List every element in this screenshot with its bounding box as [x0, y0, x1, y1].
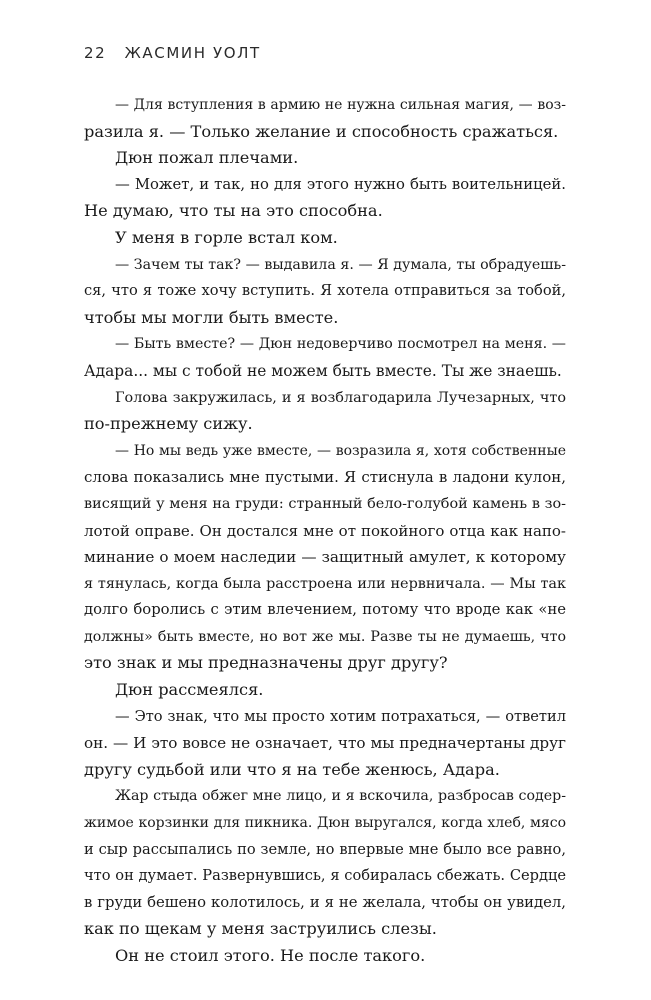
- text-line: и сыр рассыпались по земле, но впервые мне было все равно,: [84, 840, 566, 858]
- text-line: Дюн пожал плечами.: [115, 148, 299, 168]
- text-line: — Но мы ведь уже вместе, — возразила я, хотя собственные: [115, 442, 566, 459]
- text-line: минание о моем наследии — защитный амулет, к которому: [84, 548, 566, 567]
- text-line: Он не стоил этого. Не после такого.: [115, 946, 426, 965]
- text-line: он. — И это вовсе не означает, что мы предначертаны друг: [84, 734, 566, 753]
- text-line: Не думаю, что ты на это способна.: [84, 201, 383, 221]
- text-line: висящий у меня на груди: странный бело-голубой камень в зо-: [84, 495, 566, 512]
- page-number: 22: [84, 44, 107, 62]
- text-line: разила я. — Только желание и способность сражаться.: [84, 121, 559, 141]
- text-line: в груди бешено колотилось, и я не желала, чтобы он увидел,: [84, 893, 566, 911]
- text-line: я тянулась, когда была расстроена или нервничала. — Мы так: [84, 575, 566, 592]
- text-line: что он думает. Развернувшись, я собиралась сбежать. Сердце: [84, 867, 566, 885]
- text-line: долго боролись с этим влечением, потому что вроде как «не: [84, 601, 566, 619]
- text-line: слова показались мне пустыми. Я стиснула в ладони кулон,: [84, 468, 566, 487]
- body-text: [84, 92, 566, 970]
- text-line: чтобы мы могли быть вместе.: [84, 307, 339, 327]
- text-line: Дюн рассмеялся.: [115, 680, 264, 700]
- text-line: ся, что я тоже хочу вступить. Я хотела отправиться за тобой,: [84, 282, 566, 300]
- text-line: как по щекам у меня заструились слезы.: [84, 919, 437, 939]
- text-line: другу судьбой или что я на тебе женюсь, Адара.: [84, 759, 500, 779]
- text-line: это знак и мы предназначены друг другу?: [84, 653, 448, 673]
- text-line: — Для вступления в армию не нужна сильная магия, — воз-: [115, 97, 566, 113]
- text-line: — Зачем ты так? — выдавила я. — Я думала, ты обрадуешь-: [115, 256, 566, 273]
- running-header: [84, 44, 261, 62]
- text-line: жимое корзинки для пикника. Дюн выругался, когда хлеб, мясо: [84, 815, 566, 832]
- text-line: должны» быть вместе, но вот же мы. Разве ты не думаешь, что: [84, 628, 566, 645]
- text-line: — Быть вместе? — Дюн недоверчиво посмотрел на меня. —: [115, 336, 566, 353]
- text-line: — Это знак, что мы просто хотим потрахаться, — ответил: [115, 707, 566, 725]
- text-line: лотой оправе. Он достался мне от покойного отца как напо-: [84, 521, 566, 540]
- text-line: Жар стыда обжег мне лицо, и я вскочила, разбросав содер-: [115, 788, 566, 805]
- text-line: Голова закружилась, и я возблагодарила Лучезарных, что: [115, 389, 566, 406]
- text-line: У меня в горле встал ком.: [115, 227, 338, 247]
- author-name: ЖАСМИН УОЛТ: [124, 44, 261, 62]
- text-line: по-прежнему сижу.: [84, 414, 253, 434]
- text-line: — Может, и так, но для этого нужно быть воительницей.: [115, 175, 566, 193]
- text-line: Адара... мы с тобой не можем быть вместе. Ты же знаешь.: [84, 361, 562, 380]
